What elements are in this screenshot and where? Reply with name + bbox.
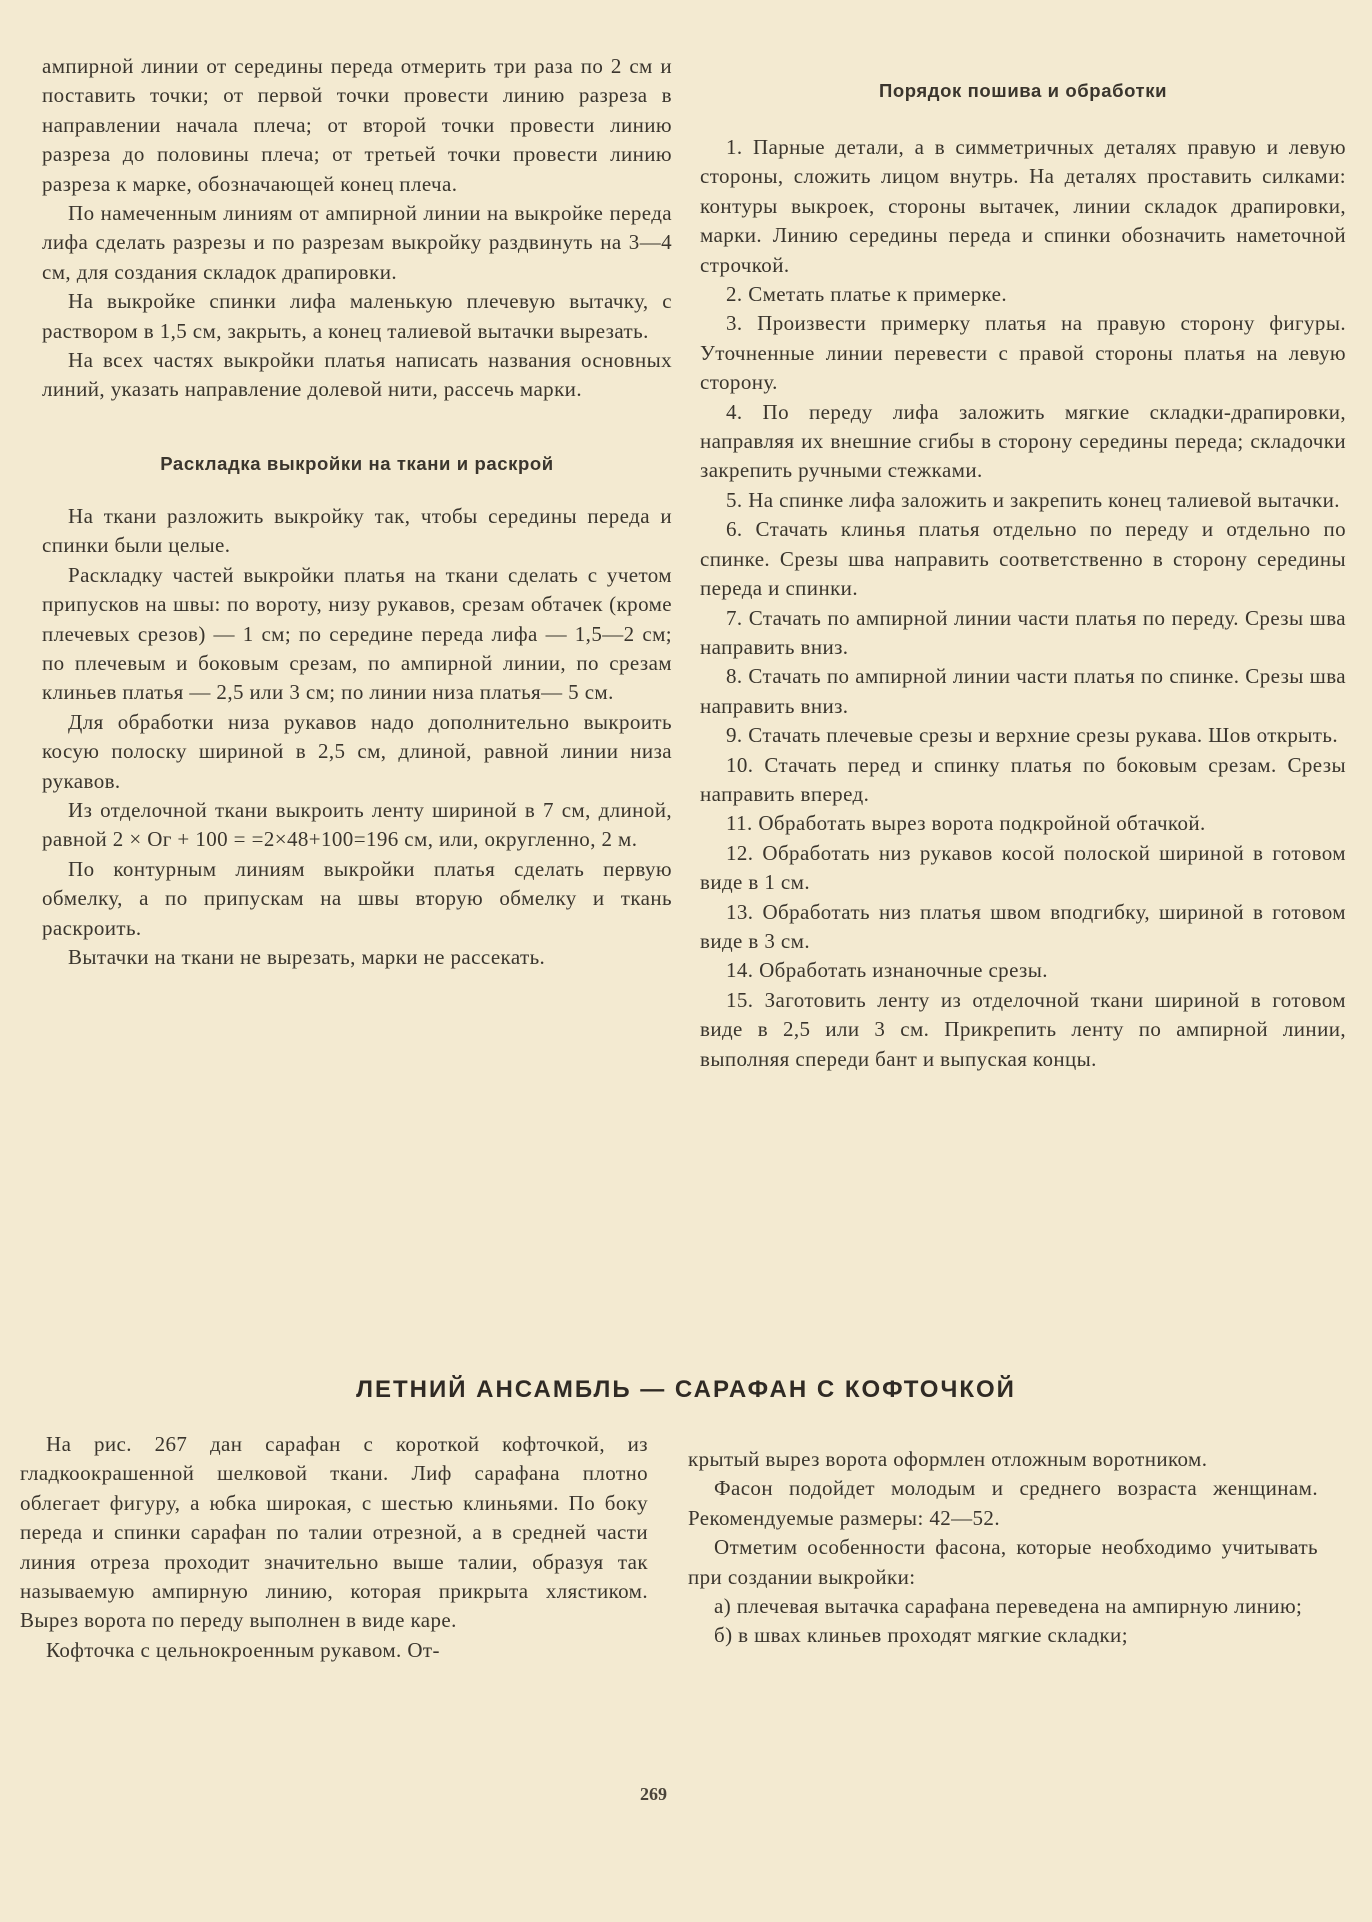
list-item: 14. Обработать изнаночные срезы. bbox=[726, 958, 1048, 983]
list-item: б) в швах клиньев проходят мягкие складки; bbox=[714, 1623, 1128, 1648]
column-top-left bbox=[42, 52, 672, 972]
paragraph: Вытачки на ткани не вырезать, марки не рассекать. bbox=[68, 944, 546, 969]
list-item: 2. Сметать платье к примерке. bbox=[726, 282, 1008, 307]
paragraph: Из отделочной ткани выкроить ленту шириной в 7 см, длиной, равной 2 × Ог + 100 = =2×48+100=196 см, или, округленно, 2 м. bbox=[42, 797, 672, 852]
list-item: 4. По переду лифа заложить мягкие складки-драпировки, направляя их внешние сгибы в сторону середины переда; складочки закрепить ручными стежками. bbox=[700, 399, 1346, 483]
list-item: 15. Заготовить ленту из отделочной ткани шириной в готовом виде в 2,5 или 3 см. Прикрепить ленту по ампирной линии, выполняя спереди бант и выпуская концы. bbox=[700, 987, 1346, 1071]
list-item: 3. Произвести примерку платья на правую сторону фигуры. Уточненные линии перевести с правой стороны платья на левую сторону. bbox=[700, 311, 1346, 395]
list-item: 9. Стачать плечевые срезы и верхние срезы рукава. Шов открыть. bbox=[726, 723, 1338, 748]
list-item: 11. Обработать вырез ворота подкройной обтачкой. bbox=[726, 811, 1206, 836]
list-item: 12. Обработать низ рукавов косой полоской шириной в готовом виде в 1 см. bbox=[700, 840, 1346, 895]
section-heading-sewing: Порядок пошива и обработки bbox=[878, 80, 1168, 101]
paragraph: Раскладку частей выкройки платья на ткани сделать с учетом припусков на швы: по вороту, низу рукавов, срезам обтачек (кроме плечевых срезов) — 1 см; по середине переда лифа — 1,5—2 см; по плечевым и боковым срезам, по ампирной линии, по срезам клиньев платья — 2,5 или 3 см; по линии низа платья— 5 см. bbox=[42, 562, 672, 705]
paragraph: Отметим особенности фасона, которые необходимо учитывать при создании выкройки: bbox=[688, 1535, 1318, 1589]
paragraph: На рис. 267 дан сарафан с короткой кофточкой, из гладкоокрашенной шелковой ткани. Лиф сарафана плотно облегает фигуру, а юбка широкая, с шестью клиньями. По боку переда и спинки сарафан по талии отрезной, а в средней части линия отреза проходит значительно выше талии, образуя так называемую ампирную линию, которая прикрыта хлястиком. Вырез ворота по переду выполнен в виде каре. bbox=[20, 1432, 648, 1633]
column-bottom-left bbox=[20, 1430, 648, 1665]
paragraph: По намеченным линиям от ампирной линии на выкройке переда лифа сделать разрезы и по разрезам выкройку раздвинуть на 3—4 см, для создания складок драпировки. bbox=[42, 201, 672, 284]
paragraph: На выкройке спинки лифа маленькую плечевую вытачку, с раствором в 1,5 см, закрыть, а конец талиевой вытачки вырезать. bbox=[42, 289, 672, 343]
paragraph: На всех частях выкройки платья написать названия основных линий, указать направление долевой нити, рассечь марки. bbox=[42, 348, 672, 402]
list-item: 7. Стачать по ампирной линии части платья по переду. Срезы шва направить вниз. bbox=[700, 605, 1346, 659]
paragraph: Для обработки низа рукавов надо дополнительно выкроить косую полоску шириной в 2,5 см, длиной, равной линии низа рукавов. bbox=[42, 709, 672, 793]
section-title: ЛЕТНИЙ АНСАМБЛЬ — САРАФАН С КОФТОЧКОЙ bbox=[356, 1376, 1016, 1403]
list-item: 5. На спинке лифа заложить и закрепить конец талиевой вытачки. bbox=[726, 487, 1340, 512]
page-number: 269 bbox=[640, 1784, 667, 1804]
column-bottom-right bbox=[688, 1445, 1318, 1651]
list-item: 13. Обработать низ платья швом вподгибку, шириной в готовом виде в 3 см. bbox=[700, 899, 1346, 953]
paragraph: Фасон подойдет молодым и среднего возраста женщинам. Рекомендуемые размеры: 42—52. bbox=[688, 1476, 1318, 1530]
paragraph: На ткани разложить выкройку так, чтобы середины переда и спинки были целые. bbox=[42, 503, 672, 558]
list-item: 1. Парные детали, а в симметричных деталях правую и левую стороны, сложить лицом внутрь. На деталях проставить силками: контуры выкроек, стороны вытачек, линии складок драпировки, марки. Линию середины переда и спинки обозначить наметочной строчкой. bbox=[700, 135, 1346, 277]
paragraph: ампирной линии от середины переда отмерить три раза по 2 см и поставить точки; от первой точки провести линию разреза в направлении начала плеча; от второй точки провести линию разреза до половины плеча; от третьей точки провести линию разреза к марке, обозначающей конец плеча. bbox=[42, 54, 672, 196]
list-item: 8. Стачать по ампирной линии части платья по спинке. Срезы шва направить вниз. bbox=[700, 664, 1346, 718]
section-heading-layout: Раскладка выкройки на ткани и раскрой bbox=[160, 452, 554, 474]
paragraph: Кофточка с цельнокроенным рукавом. От- bbox=[46, 1637, 440, 1662]
list-item: 10. Стачать перед и спинку платья по боковым срезам. Срезы направить вперед. bbox=[700, 752, 1346, 806]
list-item: а) плечевая вытачка сарафана переведена на ампирную линию; bbox=[714, 1594, 1303, 1619]
column-top-right bbox=[700, 76, 1346, 1074]
list-item: 6. Стачать клинья платья отдельно по переду и отдельно по спинке. Срезы шва направить соответственно в сторону середины переда и спинки. bbox=[700, 517, 1346, 601]
paragraph: По контурным линиям выкройки платья сделать первую обмелку, а по припускам на швы вторую обмелку и ткань раскроить. bbox=[42, 856, 672, 940]
paragraph: крытый вырез ворота оформлен отложным воротником. bbox=[688, 1447, 1208, 1471]
